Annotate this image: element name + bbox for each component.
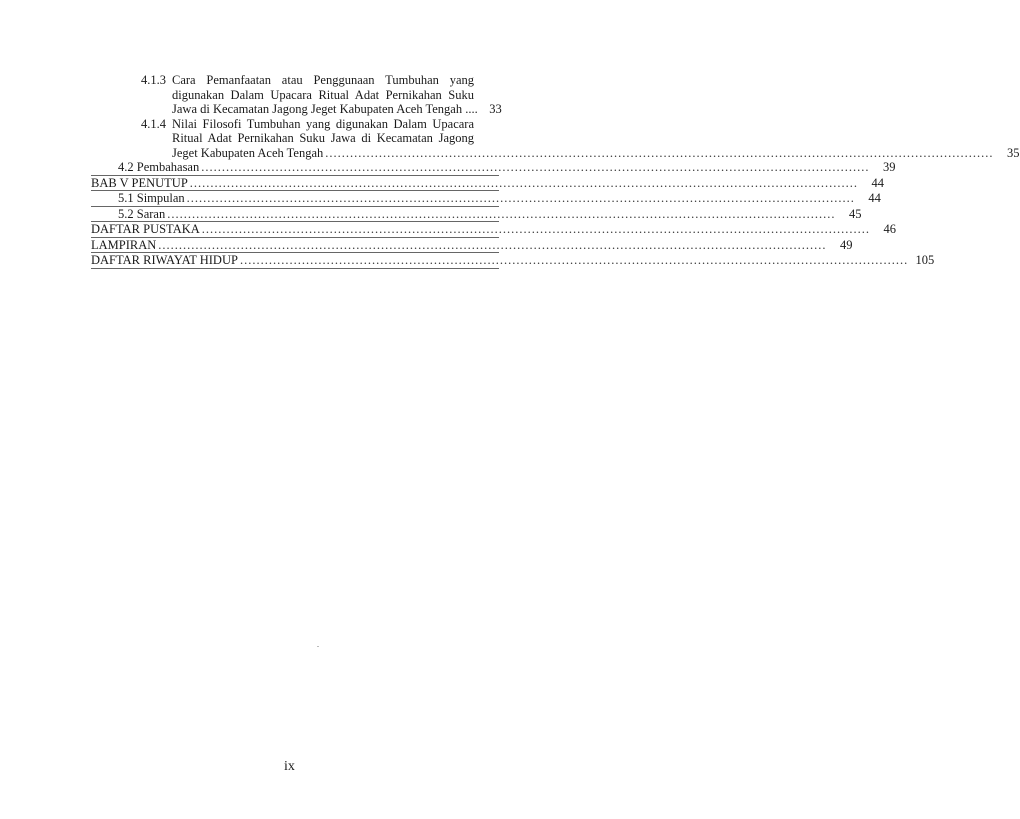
toc-entry-daftar-pustaka[interactable] — [91, 222, 897, 238]
toc-page-number: 44 — [868, 191, 881, 205]
toc-page-number: 46 — [883, 222, 897, 236]
toc-entry-bab-v[interactable] — [91, 175, 885, 192]
toc-entry-4-2[interactable] — [91, 160, 896, 176]
toc-entry-label: LAMPIRAN — [91, 237, 157, 252]
toc-page-number: 33 — [489, 102, 502, 116]
toc-page-number: 39 — [882, 160, 896, 174]
toc-entry-title-line: Jeget Kabupaten Aceh Tengah — [172, 145, 324, 160]
toc-entry-lampiran[interactable] — [91, 237, 853, 254]
toc-leader-dots — [167, 207, 835, 222]
toc-leader-dots — [202, 222, 870, 237]
toc-entry-5-2[interactable] — [91, 206, 862, 223]
toc-entry-title-line: Nilai Filosofi Tumbuhan yang digunakan Dalam Upacara — [172, 116, 474, 131]
toc-entry-label: 5.2 Saran — [118, 206, 166, 221]
toc-page-number: 49 — [840, 237, 853, 252]
scan-speck — [317, 646, 319, 647]
toc-leader-dots — [187, 191, 855, 206]
toc-entry-5-1[interactable] — [91, 191, 881, 207]
table-of-contents — [91, 73, 1020, 269]
toc-page-number: 105 — [915, 253, 935, 267]
toc-entry-number: 4.1.4 — [141, 116, 166, 131]
toc-leader-dots — [325, 146, 993, 161]
toc-page-number: 45 — [848, 206, 862, 221]
toc-entry-label: 4.2 Pembahasan — [118, 160, 200, 174]
toc-entry-number: 4.1.3 — [141, 73, 166, 87]
toc-entry-label: 5.1 Simpulan — [118, 191, 185, 205]
toc-leader-dots — [190, 176, 858, 191]
toc-entry-label: BAB V PENUTUP — [91, 175, 188, 190]
toc-entry-title-line: Cara Pemanfaatan atau Penggunaan Tumbuhan yang — [172, 73, 474, 87]
toc-leader-dots — [158, 238, 826, 253]
toc-page-number: 44 — [871, 175, 885, 190]
page-number-footer: ix — [284, 759, 295, 774]
toc-entry-label: DAFTAR PUSTAKA — [91, 222, 200, 236]
toc-entry-title-line: Ritual Adat Pernikahan Suku Jawa di Kecamatan Jagong — [172, 131, 474, 145]
toc-entry-4-1-4[interactable] — [141, 116, 1020, 161]
toc-entry-title-line: Jawa di Kecamatan Jagong Jeget Kabupaten Aceh Tengah .... — [172, 102, 478, 116]
toc-page-number: 35 — [1007, 145, 1020, 160]
toc-entry-title-line: digunakan Dalam Upacara Ritual Adat Pernikahan Suku — [172, 87, 474, 102]
toc-leader-dots — [201, 160, 869, 175]
toc-leader-dots — [240, 253, 908, 268]
toc-entry-label: DAFTAR RIWAYAT HIDUP — [91, 253, 238, 267]
toc-entry-daftar-riwayat-hidup[interactable] — [91, 253, 935, 269]
toc-entry-4-1-3[interactable] — [141, 73, 502, 117]
